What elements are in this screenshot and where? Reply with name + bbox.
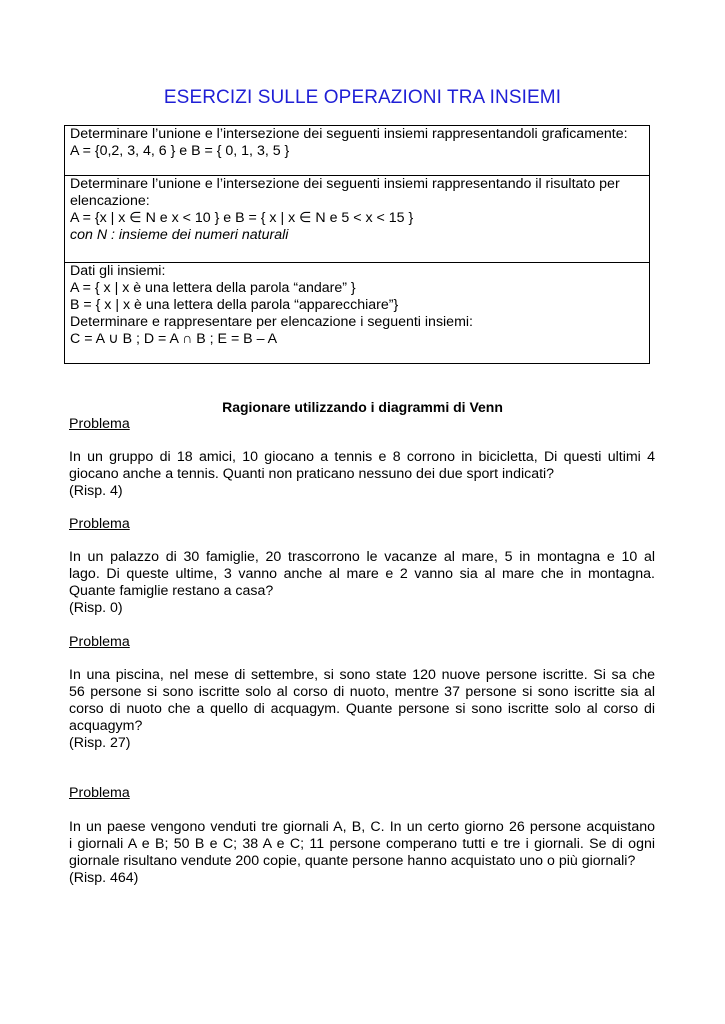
exercise-3-line-3: B = { x | x è una lettera della parola “apparecchiare”}: [70, 297, 399, 313]
exercise-3-line-4: Determinare e rappresentare per elencazione i seguenti insiemi:: [70, 314, 473, 330]
problem-3-answer: (Risp. 27): [69, 735, 131, 751]
exercise-2-line-1: Determinare l’unione e l’intersezione dei seguenti insiemi rappresentando il risultato per: [70, 176, 620, 192]
problem-3-line-2: 56 persone si sono iscritte solo al corso di nuoto, mentre 37 persone si sono iscritte sia al: [69, 684, 655, 700]
exercise-1-line-2: A = {0,2, 3, 4, 6 } e B = { 0, 1, 3, 5 }: [70, 143, 290, 159]
problem-2-line-3: Quante famiglie restano a casa?: [69, 583, 274, 599]
exercise-3-line-2: A = { x | x è una lettera della parola “andare” }: [70, 280, 356, 296]
exercise-cell-1: [65, 126, 649, 176]
problem-4-line-2: i giornali A e B; 50 B e C; 38 A e C; 11 persone comperano tutti e tre i giornali. Se di ogni: [69, 836, 655, 852]
problem-4-label: Problema: [69, 785, 130, 801]
exercise-cell-2: [65, 176, 649, 263]
problem-4-answer: (Risp. 464): [69, 870, 139, 886]
problem-3-line-1: In una piscina, nel mese di settembre, si sono state 120 nuove persone iscritte. Si sa che: [69, 667, 655, 683]
exercise-3-line-1: Dati gli insiemi:: [70, 263, 166, 279]
exercise-cell-3: [65, 263, 649, 363]
problem-4-line-1: In un paese vengono venduti tre giornali A, B, C. In un certo giorno 26 persone acquistano: [69, 819, 655, 835]
problem-2-line-2: lago. Di queste ultime, 3 vanno anche al mare e 2 vanno sia al mare che in montagna.: [69, 566, 655, 582]
problem-1-label: Problema: [69, 416, 130, 432]
problem-1-line-1: In un gruppo di 18 amici, 10 giocano a tennis e 8 corrono in bicicletta, Di questi ultimi 4: [69, 449, 655, 465]
exercise-2-line-3: A = {x | x ∈ N e x < 10 } e B = { x | x ∈ N e 5 < x < 15 }: [70, 210, 414, 226]
exercises-box: [64, 125, 650, 364]
problem-4-line-3: giornale risultano vendute 200 copie, quante persone hanno acquistato uno o più giornali?: [69, 853, 636, 869]
problem-2-text: [69, 549, 655, 617]
problem-1-answer: (Risp. 4): [69, 483, 123, 499]
problem-3-line-3: corso di nuoto che a quello di acquagym. Quante persone si sono iscritte solo al corso di: [69, 701, 655, 717]
problem-3-line-4: acquagym?: [69, 718, 143, 734]
exercise-2-line-2: elencazione:: [70, 193, 150, 209]
problem-2-line-1: In un palazzo di 30 famiglie, 20 trascorrono le vacanze al mare, 5 in montagna e 10 al: [69, 549, 655, 565]
problem-2-label: Problema: [69, 516, 130, 532]
page-title: ESERCIZI SULLE OPERAZIONI TRA INSIEMI: [163, 87, 562, 108]
problem-3-text: [69, 667, 655, 752]
exercise-1-line-1: Determinare l’unione e l’intersezione dei seguenti insiemi rappresentandoli graficamente:: [70, 126, 628, 142]
exercise-3-line-5: C = A ∪ B ; D = A ∩ B ; E = B – A: [70, 331, 278, 347]
exercise-2-note: con N : insieme dei numeri naturali: [70, 227, 289, 243]
section-heading: Ragionare utilizzando i diagrammi di Venn: [222, 399, 503, 415]
problem-1-line-2: giocano anche a tennis. Quanti non praticano nessuno dei due sport indicati?: [69, 466, 555, 482]
problem-3-label: Problema: [69, 634, 130, 650]
problem-1-text: [69, 449, 655, 500]
problem-4-text: [69, 819, 655, 887]
problem-2-answer: (Risp. 0): [69, 600, 123, 616]
